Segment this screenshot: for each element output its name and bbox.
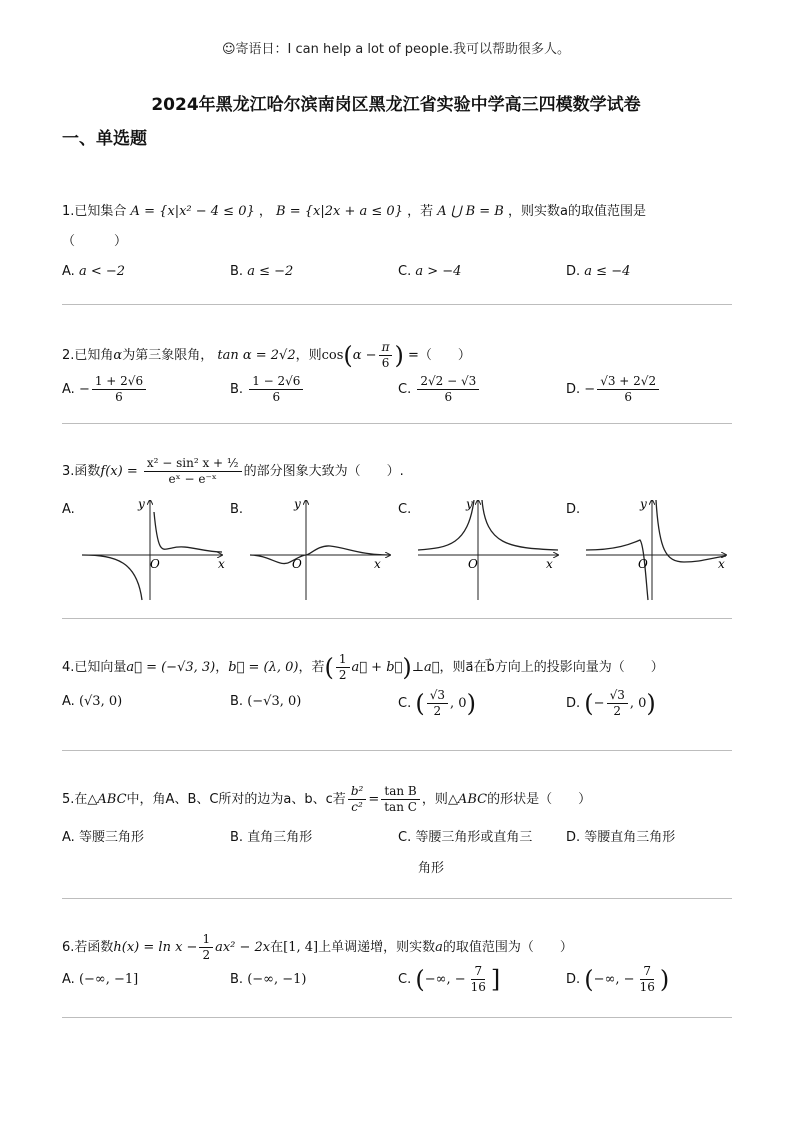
vector-a: a⃗ = (−√3, 3)	[126, 660, 216, 675]
question-2	[62, 340, 742, 412]
option-b[interactable]	[230, 694, 301, 709]
option-c[interactable]	[398, 688, 476, 719]
denominator: 2	[613, 704, 622, 718]
set-a: A = {x|x² − 4 ≤ 0}	[130, 204, 255, 219]
denominator: 6	[272, 390, 281, 404]
option-letter: C.	[398, 264, 412, 279]
stem-text: 4.已知向量	[62, 660, 127, 675]
fraction	[607, 688, 628, 719]
option-a[interactable]: A.	[62, 502, 75, 517]
numerator: π	[379, 340, 393, 356]
option-text: 等腰三角形或直角三	[415, 830, 533, 845]
fraction	[336, 652, 350, 683]
option-text: a ≤ −4	[584, 264, 631, 279]
option-c[interactable]	[398, 826, 532, 845]
option-letter: A.	[62, 694, 75, 709]
numerator: tan B	[381, 784, 419, 800]
numerator: √3	[607, 688, 628, 704]
stem-text: =（ ）	[407, 348, 471, 363]
fraction	[249, 374, 303, 405]
option-text: 等腰三角形	[78, 830, 144, 845]
paren-open: (	[343, 341, 353, 370]
motto: ☺寄语日：I can help a lot of people.我可以帮助很多人。	[222, 42, 570, 57]
option-sign: −	[78, 382, 90, 397]
option-letter: D.	[566, 830, 581, 845]
paren-open: (	[415, 689, 425, 718]
variable-a: a	[435, 940, 443, 955]
option-text: (−∞, −1)	[247, 972, 307, 987]
denominator: 2	[433, 704, 442, 718]
divider	[62, 898, 732, 899]
interval: [1, 4]	[283, 940, 319, 955]
denominator: tan C	[384, 800, 417, 814]
divider	[62, 618, 732, 619]
denominator: eˣ − e⁻ˣ	[168, 472, 217, 486]
option-letter: B.	[230, 972, 244, 987]
union-condition: A ⋃ B = B	[437, 204, 504, 219]
option-letter: C.	[398, 382, 412, 397]
section-heading: 一、单选题	[62, 129, 147, 149]
divider	[62, 750, 732, 751]
alpha-minus: α −	[352, 348, 377, 363]
function-label: f(x) =	[100, 464, 138, 479]
option-tail: , 0	[629, 696, 647, 711]
question-3-stem	[62, 456, 404, 487]
option-text: (−√3, 0)	[247, 694, 302, 709]
option-c[interactable]	[398, 964, 500, 995]
graph-c[interactable]	[418, 500, 558, 600]
denominator: 6	[115, 390, 123, 404]
paren-open: (	[324, 653, 334, 682]
option-letter: D.	[566, 382, 581, 397]
axis-label-x: x	[218, 557, 225, 571]
paren-open: (	[584, 689, 594, 718]
fraction	[417, 374, 479, 405]
option-prefix: −∞, −	[424, 972, 466, 987]
numerator: 1 + 2√6	[92, 374, 146, 390]
origin-label: O	[292, 557, 302, 571]
vector-sum: a⃗ + b⃗	[351, 660, 403, 675]
graphs-svg	[62, 500, 732, 610]
function-label: h(x) = ln x −	[113, 940, 198, 955]
denominator: 6	[624, 390, 632, 404]
numerator: √3	[427, 688, 448, 704]
question-5-stem	[62, 784, 591, 815]
function-rest: ax² − 2x	[215, 940, 271, 955]
divider	[62, 1017, 732, 1018]
option-text: a < −2	[78, 264, 126, 279]
option-letter: D.	[566, 972, 581, 987]
numerator: b²	[348, 784, 367, 800]
option-letter: A.	[62, 830, 75, 845]
question-1	[62, 198, 742, 288]
option-letter: A.	[62, 972, 75, 987]
tan-value: tan α = 2√2	[217, 348, 296, 363]
stem-text: ，	[258, 204, 272, 219]
alpha-symbol: α	[113, 348, 123, 363]
option-letter: D.	[566, 696, 581, 711]
axis-label-y: y	[466, 500, 473, 511]
triangle-label: △ABC	[87, 792, 127, 807]
option-b[interactable]	[230, 826, 312, 845]
paren-close: )	[394, 341, 404, 370]
option-letter: B.	[230, 264, 244, 279]
question-6-stem	[62, 932, 573, 963]
question-6	[62, 930, 742, 1010]
fraction	[637, 964, 658, 995]
denominator: 16	[639, 980, 655, 994]
option-b[interactable]: B.	[230, 502, 244, 517]
stem-text: 在	[270, 940, 284, 955]
option-letter: B.	[230, 694, 244, 709]
divider	[62, 304, 732, 305]
option-letter: C.	[398, 696, 412, 711]
question-3	[62, 456, 742, 496]
option-sign: −	[593, 696, 605, 711]
denominator: 2	[338, 668, 347, 682]
curve-right	[154, 512, 222, 552]
option-a[interactable]	[62, 264, 125, 279]
question-4-stem: 4.已知向量a⃗ = (−√3, 3)，b⃗ = (λ, 0)，若( $\frac{1}{2}$ a⃗ + b⃗)⊥a⃗，则a⃗在b⃗方向上的投影向量为（ ）	[62, 652, 664, 682]
stem-text: 的部分图象大致为（ ）.	[243, 464, 404, 479]
set-b: B = {x|2x + a ≤ 0}	[276, 204, 403, 219]
option-b[interactable]	[230, 374, 305, 405]
denominator: 6	[444, 390, 453, 404]
paren-open: (	[415, 965, 425, 994]
cos-label: cos	[321, 348, 344, 363]
denominator: 2	[202, 948, 211, 962]
stem-text: 1.已知集合	[62, 204, 127, 219]
graph-b[interactable]	[250, 500, 390, 600]
stem-text: 的形状是（ ）	[487, 792, 592, 807]
option-d[interactable]	[566, 964, 669, 995]
answer-paren: （ ）	[62, 234, 128, 249]
paren-close: )	[659, 965, 670, 994]
triangle-label: △ABC	[447, 792, 488, 807]
numerator: √3 + 2√2	[597, 374, 659, 390]
option-c[interactable]	[398, 374, 481, 405]
option-sign: −	[584, 382, 596, 397]
question-4	[62, 650, 742, 740]
option-letter: B.	[230, 382, 244, 397]
denominator: c²	[351, 800, 363, 814]
option-d[interactable]	[566, 688, 656, 719]
stem-text: ，则a⃗在b⃗方向上的投影向量为（ ）	[439, 660, 664, 675]
stem-text: 5.在	[62, 792, 88, 807]
stem-text: ，则	[295, 348, 322, 363]
axis-label-x: x	[546, 557, 553, 571]
question-1-stem	[62, 200, 646, 219]
divider	[62, 423, 732, 424]
stem-text: 的取值范围为（ ）	[442, 940, 573, 955]
numerator: 7	[471, 964, 485, 980]
option-text: 直角三角形	[247, 830, 313, 845]
denominator: 6	[381, 356, 390, 370]
option-prefix: −∞, −	[593, 972, 635, 987]
option-text: (−∞, −1]	[78, 972, 139, 987]
fraction	[199, 932, 213, 963]
option-a[interactable]	[62, 374, 148, 405]
numerator: 1	[336, 652, 350, 668]
fraction	[348, 784, 367, 815]
axis-label-x: x	[374, 557, 381, 571]
option-c[interactable]	[398, 264, 461, 279]
question-5	[62, 782, 742, 882]
option-text: a > −4	[415, 264, 462, 279]
stem-text: ，则实数a的取值范围是	[507, 204, 646, 219]
origin-label: O	[638, 557, 648, 571]
curve-left	[82, 555, 142, 600]
option-d[interactable]: D.	[566, 502, 581, 517]
axis-label-y: y	[138, 500, 145, 511]
fraction	[379, 340, 393, 371]
option-letter: C.	[398, 972, 412, 987]
paren-close: )	[466, 689, 476, 718]
graph-d[interactable]	[586, 500, 726, 600]
option-d[interactable]	[566, 264, 630, 279]
option-letter: B.	[230, 830, 244, 845]
fraction	[92, 374, 146, 405]
option-c-continued: 角形	[418, 861, 445, 876]
option-a[interactable]	[62, 826, 144, 845]
axis-label-x: x	[718, 557, 725, 571]
option-letter: A.	[62, 382, 75, 397]
numerator: 1 − 2√6	[249, 374, 303, 390]
paren-close: )	[402, 653, 412, 682]
numerator: x² − sin² x + ½	[144, 456, 242, 472]
fraction	[427, 688, 448, 719]
option-letter: C.	[398, 830, 412, 845]
option-a[interactable]	[62, 972, 138, 987]
stem-text: ，则	[421, 792, 448, 807]
paren-open: (	[584, 965, 594, 994]
option-text: (√3, 0)	[78, 694, 123, 709]
option-b[interactable]	[230, 972, 307, 987]
axis-label-y: y	[294, 500, 301, 511]
option-text: 等腰直角三角形	[584, 830, 676, 845]
fraction	[468, 964, 489, 995]
stem-text: 中，角A、B、C所对的边为a、b、c若	[126, 792, 346, 807]
perp-condition: ⊥a⃗	[411, 660, 440, 675]
numerator: 7	[640, 964, 654, 980]
stem-text: ，若	[407, 204, 434, 219]
option-c[interactable]: C.	[398, 502, 412, 517]
origin-label: O	[468, 557, 478, 571]
fraction	[597, 374, 659, 405]
numerator: 1	[199, 932, 213, 948]
option-text: a ≤ −2	[247, 264, 294, 279]
option-letter: D.	[566, 264, 581, 279]
graph-a[interactable]	[82, 500, 225, 600]
option-d[interactable]	[566, 826, 675, 845]
stem-text: 6.若函数	[62, 940, 114, 955]
stem-text: ，若	[298, 660, 325, 675]
graph-options	[62, 500, 732, 610]
option-b[interactable]	[230, 264, 293, 279]
paren-close: )	[646, 689, 656, 718]
curve-right	[656, 500, 726, 562]
equals: =	[368, 792, 380, 807]
option-d[interactable]	[566, 374, 661, 405]
page-title: 2024年黑龙江哈尔滨南岗区黑龙江省实验中学高三四模数学试卷	[151, 95, 641, 115]
option-letter: A.	[62, 264, 75, 279]
vector-b: b⃗ = (λ, 0)	[228, 660, 299, 675]
stem-text: 为第三象限角，	[122, 348, 214, 363]
stem-text: 3.函数	[62, 464, 101, 479]
question-2-stem	[62, 340, 471, 371]
origin-label: O	[150, 557, 160, 571]
option-tail: , 0	[450, 696, 467, 711]
axis-label-y: y	[640, 500, 647, 511]
denominator: 16	[470, 980, 486, 994]
stem-text: 2.已知角	[62, 348, 114, 363]
fraction	[381, 784, 420, 815]
fraction	[144, 456, 242, 487]
stem-text: 上单调递增，则实数	[318, 940, 436, 955]
numerator: 2√2 − √3	[417, 374, 479, 390]
curve-right	[482, 500, 558, 550]
option-a[interactable]	[62, 694, 122, 709]
bracket-close: ]	[490, 965, 501, 994]
